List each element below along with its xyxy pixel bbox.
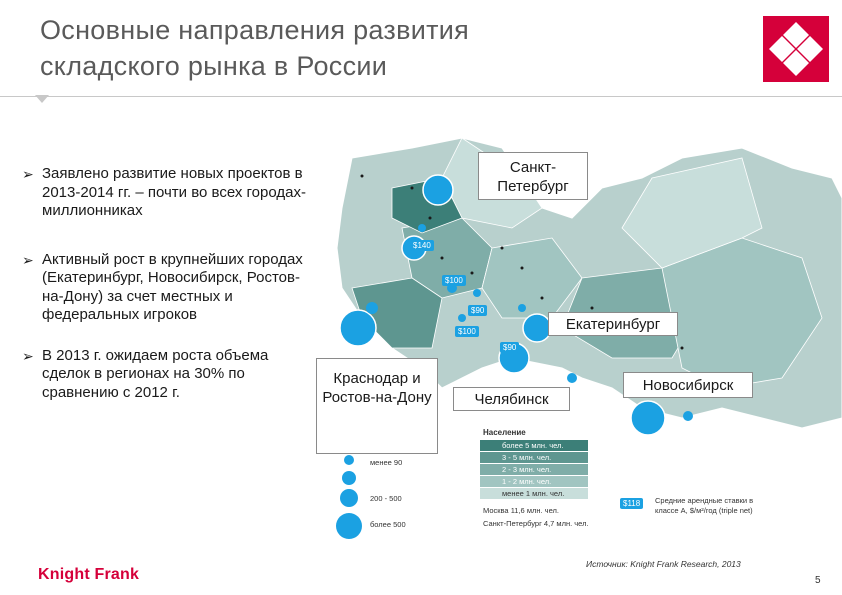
bubble-center: [418, 224, 426, 232]
size-legend-label: 200 - 500: [370, 494, 402, 503]
bubble-nsk: [631, 401, 665, 435]
rent-legend-badge: $118: [620, 498, 643, 509]
population-legend-item: менее 1 млн. чел.: [502, 489, 565, 498]
callout-ekb: Екатеринбург: [548, 312, 678, 336]
bubble-kazan: [458, 314, 466, 322]
size-legend-bubble-mid: [342, 471, 356, 485]
bullet-item: [22, 165, 312, 221]
population-legend-item: 1 - 2 млн. чел.: [502, 477, 552, 486]
spb-population-note: Санкт-Петербург 4,7 млн. чел.: [483, 519, 589, 528]
bubble-spb: [423, 175, 453, 205]
size-legend-label: более 500: [370, 520, 406, 529]
bubble-perm: [518, 304, 526, 312]
moscow-population-note: Москва 11,6 млн. чел.: [483, 506, 559, 515]
bullet-text: Активный рост в крупнейших городах (Екатеринбург, Новосибирск, Ростов-на-Дону) за счет местных и федеральных игроков: [42, 250, 303, 323]
bullet-text: Заявлено развитие новых проектов в 2013-2014 гг. – почти во всех городах-миллионниках: [42, 165, 306, 219]
price-badge: $100: [442, 275, 466, 286]
bullet-item: [22, 251, 312, 325]
arrow-bullet-icon: ➢: [22, 347, 34, 364]
source-note: Источник: Knight Frank Research, 2013: [586, 559, 741, 569]
price-badge: $140: [410, 240, 434, 251]
brand-name: Knight Frank: [38, 566, 140, 583]
bubble-krasnodar: [340, 310, 376, 346]
arrow-bullet-icon: ➢: [22, 251, 34, 268]
callout-chel: Челябинск: [453, 387, 570, 411]
size-legend-bubble-small: [344, 455, 354, 465]
title-line-2: складского рынка в России: [40, 51, 388, 81]
arrow-bullet-icon: ➢: [22, 166, 34, 182]
bullet-text: В 2013 г. ожидаем роста объема сделок в регионах на 30% по сравнению с 2012 г.: [42, 346, 269, 401]
size-legend-bubble-mid2: [340, 489, 358, 507]
page-title: [40, 12, 600, 84]
size-legend-bubble-large: [336, 513, 362, 539]
callout-nsk: Новосибирск: [623, 372, 753, 398]
title-line-1: Основные направления развития: [40, 15, 470, 45]
size-legend-label: менее 90: [370, 458, 403, 467]
title-divider-notch: [35, 95, 49, 103]
bubble-ekb: [523, 314, 551, 342]
population-legend-item: более 5 млн. чел.: [502, 441, 564, 450]
bubble-tyumen: [567, 373, 577, 383]
price-badge: $90: [500, 342, 519, 353]
bubble-rostov: [366, 302, 378, 314]
population-legend-title: Население: [483, 428, 526, 437]
knight-frank-logo-icon: [763, 16, 829, 82]
population-legend-item: 3 - 5 млн. чел.: [502, 453, 552, 462]
callout-spb: Санкт-Петербург: [478, 152, 588, 200]
price-badge: $90: [468, 305, 487, 316]
price-badge: $100: [455, 326, 479, 337]
bullet-item: [22, 347, 312, 403]
bubble-krasnoyarsk: [683, 411, 693, 421]
title-divider: [0, 96, 842, 97]
population-legend-item: 2 - 3 млн. чел.: [502, 465, 552, 474]
page-number: 5: [815, 575, 821, 586]
rent-legend-text: Средние арендные ставки в классе А, $/м²/год (triple net): [655, 496, 754, 515]
bullet-list: [22, 165, 312, 424]
callout-krasnodar-rostov: Краснодар и Ростов-на-Дону: [316, 358, 438, 454]
bubble-samara: [473, 289, 481, 297]
